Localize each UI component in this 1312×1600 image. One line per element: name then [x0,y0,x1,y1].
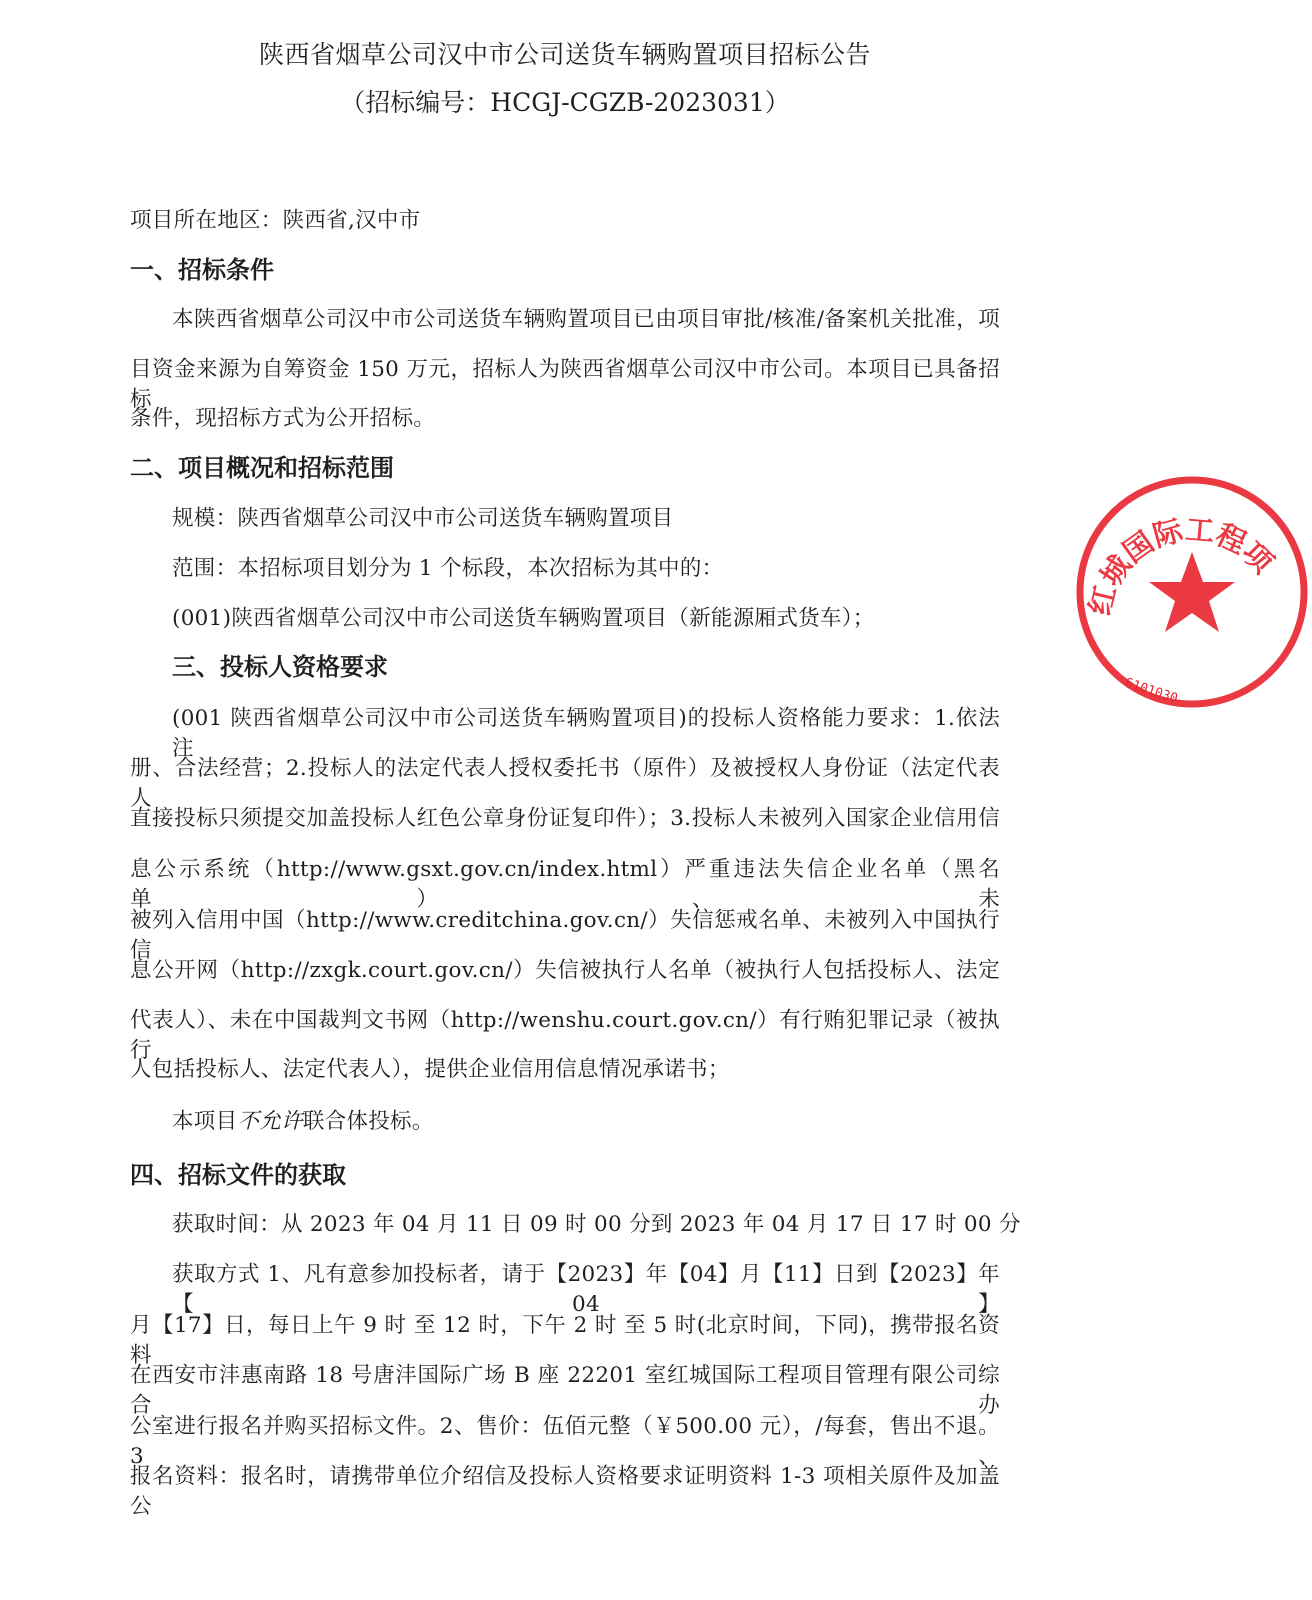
section4-line: 月【17】日，每日上午 9 时 至 12 时，下午 2 时 至 5 时(北京时间，下同)，携带报名资料 [130,1313,1000,1368]
section3-line: (001 陕西省烟草公司汉中市公司送货车辆购置项目)的投标人资格能力要求：1.依法注 [172,706,1000,761]
section3-line: 被列入信用中国（http://www.creditchina.gov.cn/）失信惩戒名单、未被列入中国执行信 [130,908,1000,963]
section4-line: 在西安市沣惠南路 18 号唐沣国际广场 B 座 22201 室红城国际工程项目管理有限公司综合办 [130,1363,1000,1418]
project-region: 项目所在地区：陕西省,汉中市 [130,208,421,233]
seal-star-icon [1149,552,1235,632]
joint-italic: 不允许 [237,1109,303,1134]
section2-line: 规模：陕西省烟草公司汉中市公司送货车辆购置项目 [172,506,674,531]
tender-number: （招标编号：HCGJ-CGZB-2023031） [340,88,790,117]
section3-line: 息公示系统（http://www.gsxt.gov.cn/index.html）严重违法失信企业名单（黑名单）、未 [130,857,1000,912]
section-heading-3: 三、投标人资格要求 [172,653,388,681]
section3-line: 人包括投标人、法定代表人），提供企业信用信息情况承诺书； [130,1057,730,1082]
section3-line: 册、合法经营；2.投标人的法定代表人授权委托书（原件）及被授权人身份证（法定代表人 [130,756,1000,811]
section2-line: 范围：本招标项目划分为 1 个标段，本次招标为其中的： [172,556,724,581]
section-heading-1: 一、招标条件 [130,256,274,284]
section1-line: 目资金来源为自筹资金 150 万元，招标人为陕西省烟草公司汉中市公司。本项目已具备招标 [130,357,1000,412]
section-heading-2: 二、项目概况和招标范围 [130,454,394,482]
section-heading-4: 四、招标文件的获取 [130,1161,346,1189]
document-title: 陕西省烟草公司汉中市公司送货车辆购置项目招标公告 [258,40,871,69]
joint-prefix: 本项目 [172,1109,238,1134]
section4-line: 获取方式 1、凡有意参加投标者，请于【2023】年【04】月【11】日到【2023】年【04】 [172,1262,1000,1317]
joint-suffix: 联合体投标。 [302,1109,434,1134]
seal-text: 红城国际工程项 [1082,512,1280,619]
section3-line: 直接投标只须提交加盖投标人红色公章身份证复印件）；3.投标人未被列入国家企业信用信 [130,806,1000,831]
section4-line: 报名资料：报名时，请携带单位介绍信及投标人资格要求证明资料 1-3 项相关原件及加盖公 [130,1464,1000,1519]
seal-number: 6101030 [1122,675,1180,707]
section3-line: 息公开网（http://zxgk.court.gov.cn/）失信被执行人名单（被执行人包括投标人、法定 [130,958,1000,983]
section4-line: 公室进行报名并购买招标文件。2、售价：伍佰元整（￥500.00 元），/每套，售出不退。3、 [130,1414,1000,1469]
section1-line: 条件，现招标方式为公开招标。 [130,406,436,431]
joint-bid-statement [172,1107,434,1137]
section4-line: 获取时间：从 2023 年 04 月 11 日 09 时 00 分到 2023 年 04 月 17 日 17 时 00 分 [172,1212,1021,1237]
section3-line: 代表人）、未在中国裁判文书网（http://wenshu.court.gov.cn/）有行贿犯罪记录（被执行 [130,1008,1000,1063]
section2-line: (001)陕西省烟草公司汉中市公司送货车辆购置项目（新能源厢式货车）； [172,606,875,631]
company-seal-stamp [1072,472,1312,712]
section1-line: 本陕西省烟草公司汉中市公司送货车辆购置项目已由项目审批/核准/备案机关批准，项 [172,307,1000,332]
